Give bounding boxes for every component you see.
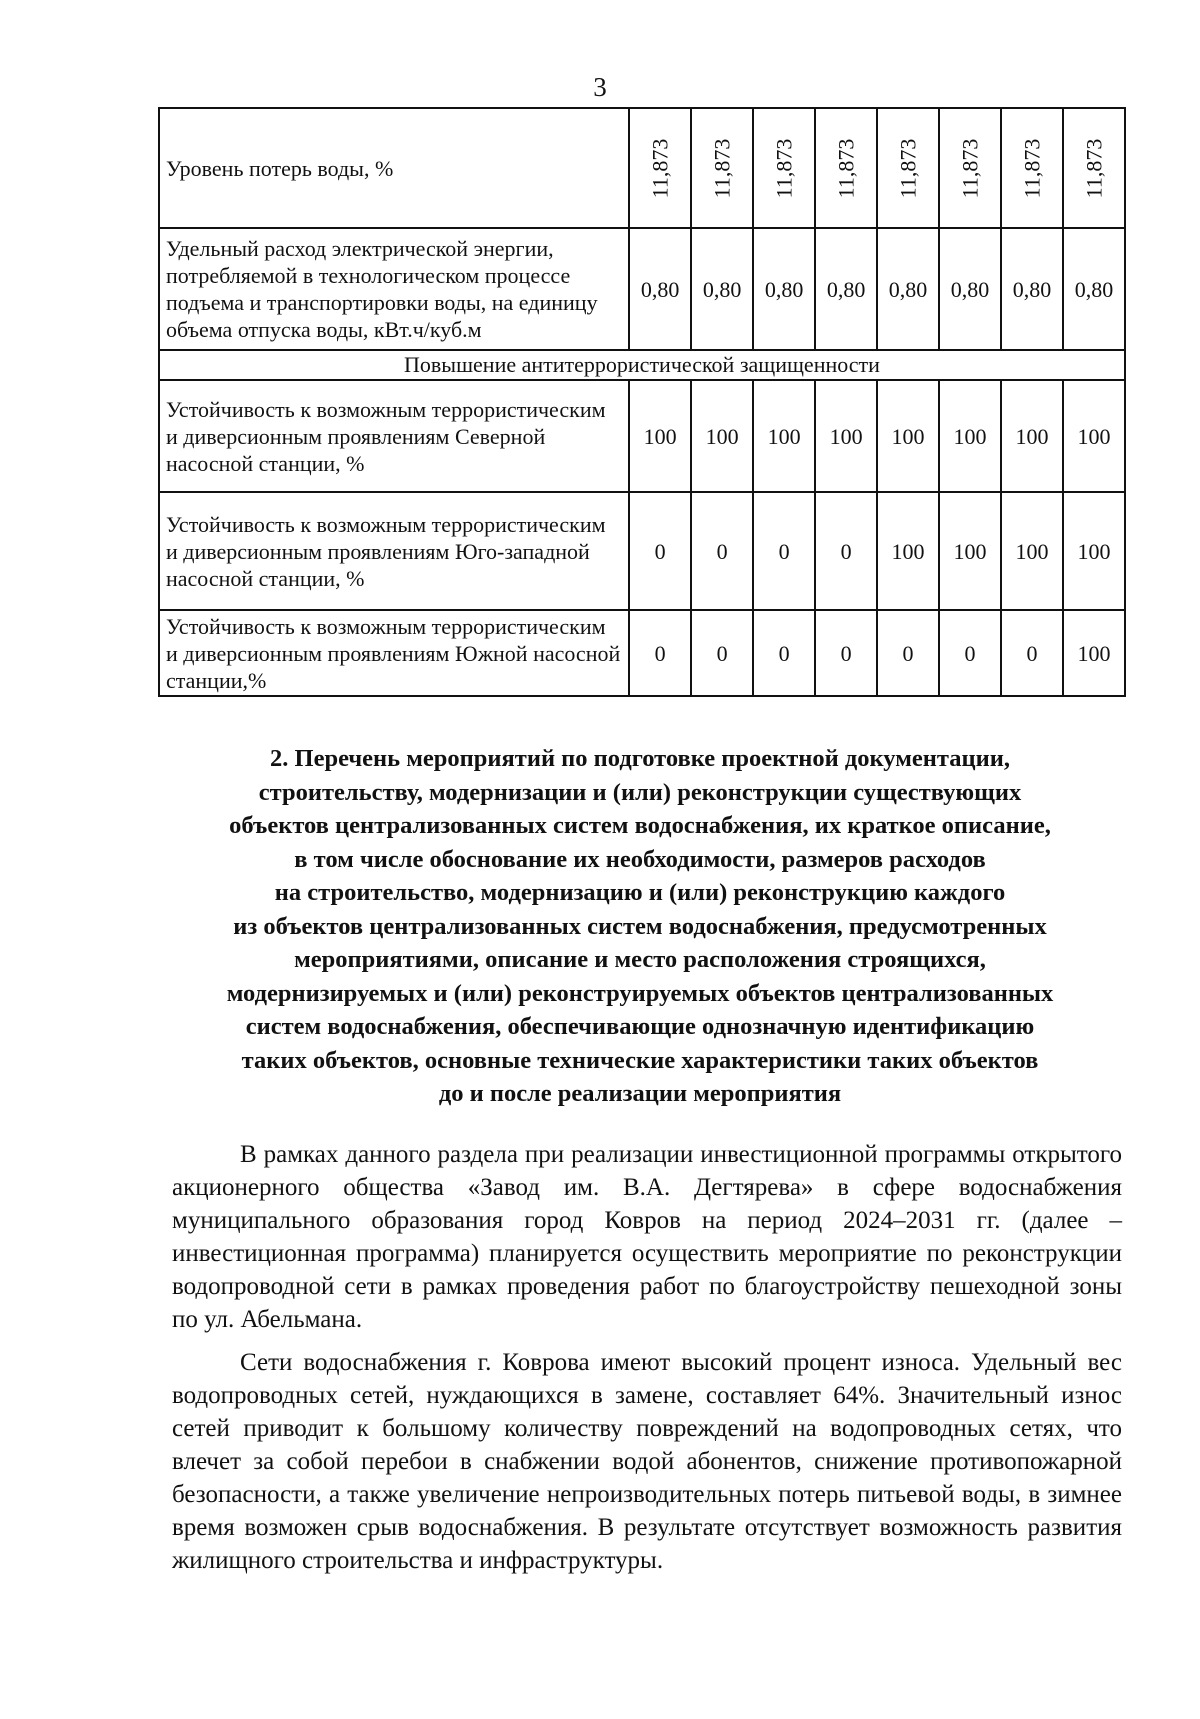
table-cell: 0 bbox=[815, 610, 877, 696]
table-row bbox=[159, 380, 1125, 492]
heading-line: в том числе обоснование их необходимости, размеров расходов bbox=[294, 845, 986, 873]
indicators-table bbox=[158, 107, 1126, 697]
table-cell: 0,80 bbox=[1001, 228, 1063, 350]
table-cell: 11,873 bbox=[771, 138, 797, 198]
table-cell: 100 bbox=[939, 380, 1001, 492]
table-cell: 0,80 bbox=[629, 228, 691, 350]
table-cell: 11,873 bbox=[1081, 138, 1107, 198]
table-cell: 0 bbox=[939, 610, 1001, 696]
table-row bbox=[159, 610, 1125, 696]
table-cell: 100 bbox=[629, 380, 691, 492]
heading-line: мероприятиями, описание и место расположения строящихся, bbox=[294, 946, 986, 973]
heading-line: на строительство, модернизацию и (или) реконструкцию каждого bbox=[274, 879, 1006, 906]
row-label: Устойчивость к возможным террористическим и диверсионным проявлениям Северной насосной станции, % bbox=[159, 380, 629, 492]
table-cell: 0 bbox=[691, 610, 753, 696]
table-cell: 100 bbox=[1001, 492, 1063, 610]
heading-line: систем водоснабжения, обеспечивающие однозначную идентификацию bbox=[245, 1013, 1035, 1040]
table-cell: 11,873 bbox=[895, 138, 921, 198]
table-cell: 0 bbox=[691, 492, 753, 610]
section-heading bbox=[160, 742, 1120, 1111]
table-cell: 0,80 bbox=[877, 228, 939, 350]
row-label: Уровень потерь воды, % bbox=[159, 108, 629, 228]
table-cell: 11,873 bbox=[833, 138, 859, 198]
table-cell: 0,80 bbox=[939, 228, 1001, 350]
heading-line: таких объектов, основные технические характеристики таких объектов bbox=[241, 1046, 1039, 1074]
table-cell: 0,80 bbox=[815, 228, 877, 350]
table-cell: 0 bbox=[753, 492, 815, 610]
table-cell: 0 bbox=[815, 492, 877, 610]
body-text bbox=[172, 1138, 1122, 1587]
heading-line: из объектов централизованных систем водоснабжения, предусмотренных bbox=[233, 912, 1047, 940]
table-row bbox=[159, 108, 1125, 228]
heading-line: 2. Перечень мероприятий по подготовке проектной документации, bbox=[270, 745, 1010, 772]
section-title: Повышение антитеррористической защищенности bbox=[159, 350, 1125, 380]
table-cell: 100 bbox=[1063, 492, 1125, 610]
table-cell: 100 bbox=[1063, 610, 1125, 696]
table-row bbox=[159, 228, 1125, 350]
heading-line: модернизируемых и (или) реконструируемых объектов централизованных bbox=[226, 979, 1054, 1007]
table-cell: 0 bbox=[877, 610, 939, 696]
table-cell: 11,873 bbox=[1019, 138, 1045, 198]
table-cell: 100 bbox=[939, 492, 1001, 610]
heading-line: объектов централизованных систем водоснабжения, их краткое описание, bbox=[229, 812, 1051, 839]
table-cell: 100 bbox=[753, 380, 815, 492]
table-cell: 11,873 bbox=[957, 138, 983, 198]
table-cell: 100 bbox=[691, 380, 753, 492]
table-cell: 100 bbox=[1001, 380, 1063, 492]
table-cell: 0,80 bbox=[691, 228, 753, 350]
table-cell: 0,80 bbox=[753, 228, 815, 350]
table-cell: 100 bbox=[877, 492, 939, 610]
heading-line: строительству, модернизации и (или) реконструкции существующих bbox=[258, 778, 1022, 806]
row-label: Удельный расход электрической энергии, потребляемой в технологическом процессе подъема и транспортировки воды, на единицу объема отпуска воды, кВт.ч/куб.м bbox=[159, 228, 629, 350]
paragraph: В рамках данного раздела при реализации инвестиционной программы открытого акционерного общества «Завод им. В.А. Дегтярева» в сфере водоснабжения муниципального образования город Ковров на период 2024–2031 гг. (далее – инвестиционная программа) планируется осуществить мероприятие по реконструкции водопроводной сети в рамках проведения работ по благоустройству пешеходной зоны по ул. Абельмана. bbox=[172, 1141, 1122, 1333]
table-cell: 11,873 bbox=[647, 138, 673, 198]
paragraph: Сети водоснабжения г. Коврова имеют высокий процент износа. Удельный вес водопроводных сетей, нуждающихся в замене, составляет 64%. Значительный износ сетей приводит к большому количеству повреждений на водопроводных сетях, что влечет за собой перебои в снабжении водой абонентов, снижение противопожарной безопасности, а также увеличение непроизводительных потерь питьевой воды, в зимнее время возможен срыв водоснабжения. В результате отсутствует возможность развития жилищного строительства и инфраструктуры. bbox=[172, 1349, 1122, 1574]
section-row bbox=[159, 350, 1125, 380]
row-label: Устойчивость к возможным террористическим и диверсионным проявлениям Южной насосной станции,% bbox=[159, 610, 629, 696]
table-cell: 100 bbox=[1063, 380, 1125, 492]
table-cell: 0 bbox=[753, 610, 815, 696]
table-row bbox=[159, 492, 1125, 610]
table-cell: 100 bbox=[877, 380, 939, 492]
table-cell: 0 bbox=[629, 492, 691, 610]
table-cell: 0 bbox=[1001, 610, 1063, 696]
row-label: Устойчивость к возможным террористическим и диверсионным проявлениям Юго-западной насосной станции, % bbox=[159, 492, 629, 610]
table-cell: 11,873 bbox=[709, 138, 735, 198]
table-cell: 100 bbox=[815, 380, 877, 492]
page-number: 3 bbox=[593, 72, 607, 102]
heading-line: до и после реализации мероприятия bbox=[438, 1080, 842, 1107]
table-cell: 0 bbox=[629, 610, 691, 696]
table-cell: 0,80 bbox=[1063, 228, 1125, 350]
